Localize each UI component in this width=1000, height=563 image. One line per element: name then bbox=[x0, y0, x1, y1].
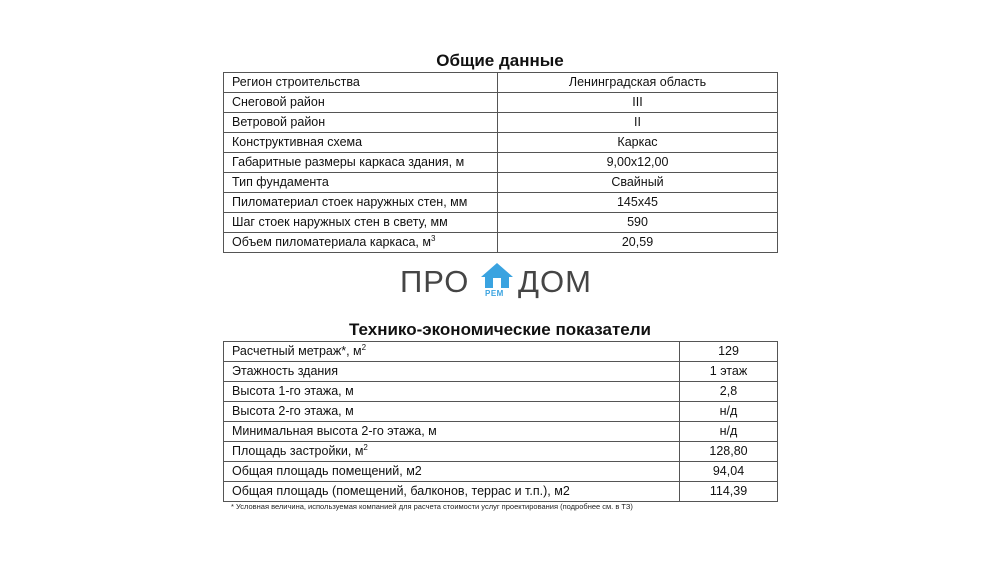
prodom-logo bbox=[400, 262, 600, 302]
row-value: Каркас bbox=[498, 133, 778, 153]
row-label: Этажность здания bbox=[224, 362, 680, 382]
table-row bbox=[224, 73, 778, 93]
row-label: Снеговой район bbox=[224, 93, 498, 113]
row-value: Свайный bbox=[498, 173, 778, 193]
logo-word-dom: ДОМ bbox=[518, 264, 592, 299]
row-label: Площадь застройки, $м^2$ bbox=[224, 442, 680, 462]
table-row bbox=[224, 462, 778, 482]
row-value: н/д bbox=[680, 402, 778, 422]
row-label: Объем пиломатериала каркаса, $м^3$ bbox=[224, 233, 498, 253]
table-row bbox=[224, 442, 778, 462]
row-label: Габаритные размеры каркаса здания, м bbox=[224, 153, 498, 173]
row-value: 9,00x12,00 bbox=[498, 153, 778, 173]
row-value: 94,04 bbox=[680, 462, 778, 482]
logo-word-pro: ПРО bbox=[400, 264, 470, 299]
row-value: II bbox=[498, 113, 778, 133]
row-value: 2,8 bbox=[680, 382, 778, 402]
table-row bbox=[224, 382, 778, 402]
row-value: Ленинградская область bbox=[498, 73, 778, 93]
unit-superscript: 3 bbox=[430, 234, 436, 243]
row-value: 145x45 bbox=[498, 193, 778, 213]
row-value: 1 этаж bbox=[680, 362, 778, 382]
table-row bbox=[224, 233, 778, 253]
row-label: Минимальная высота 2-го этажа, м bbox=[224, 422, 680, 442]
row-label: Общая площадь помещений, м2 bbox=[224, 462, 680, 482]
table-row bbox=[224, 133, 778, 153]
row-value: н/д bbox=[680, 422, 778, 442]
general-data-table bbox=[223, 72, 778, 253]
row-label: Ветровой район bbox=[224, 113, 498, 133]
row-label: Тип фундамента bbox=[224, 173, 498, 193]
row-value: 114,39 bbox=[680, 482, 778, 502]
row-value: 128,80 bbox=[680, 442, 778, 462]
row-value: 20,59 bbox=[498, 233, 778, 253]
table-row bbox=[224, 193, 778, 213]
row-value: 129 bbox=[680, 342, 778, 362]
table-row bbox=[224, 362, 778, 382]
row-label: Шаг стоек наружных стен в свету, мм bbox=[224, 213, 498, 233]
unit-superscript: 2 bbox=[361, 343, 367, 352]
row-label: Регион строительства bbox=[224, 73, 498, 93]
row-label: Высота 2-го этажа, м bbox=[224, 402, 680, 422]
row-value: 590 bbox=[498, 213, 778, 233]
row-label: Конструктивная схема bbox=[224, 133, 498, 153]
table-row bbox=[224, 113, 778, 133]
table-row bbox=[224, 213, 778, 233]
table-row bbox=[224, 422, 778, 442]
table-row bbox=[224, 93, 778, 113]
table-row bbox=[224, 153, 778, 173]
unit-superscript: 2 bbox=[363, 443, 368, 452]
row-label: Общая площадь (помещений, балконов, террас и т.п.), м2 bbox=[224, 482, 680, 502]
general-data-title: Общие данные bbox=[436, 51, 564, 70]
table-row bbox=[224, 402, 778, 422]
table-row bbox=[224, 173, 778, 193]
footnote: * Условная величина, используемая компанией для расчета стоимости услуг проектирования (подробнее см. в ТЗ) bbox=[231, 502, 633, 511]
tech-indicators-title: Технико-экономические показатели bbox=[348, 320, 651, 339]
row-label: Высота 1-го этажа, м bbox=[224, 382, 680, 402]
tech-indicators-table bbox=[223, 341, 778, 502]
table-row bbox=[224, 342, 778, 362]
row-value: III bbox=[498, 93, 778, 113]
row-label: Пиломатериал стоек наружных стен, мм bbox=[224, 193, 498, 213]
row-label: Расчетный метраж*, $м^2$ bbox=[224, 342, 680, 362]
table-row bbox=[224, 482, 778, 502]
logo-small-text: РЕМ bbox=[485, 289, 504, 298]
